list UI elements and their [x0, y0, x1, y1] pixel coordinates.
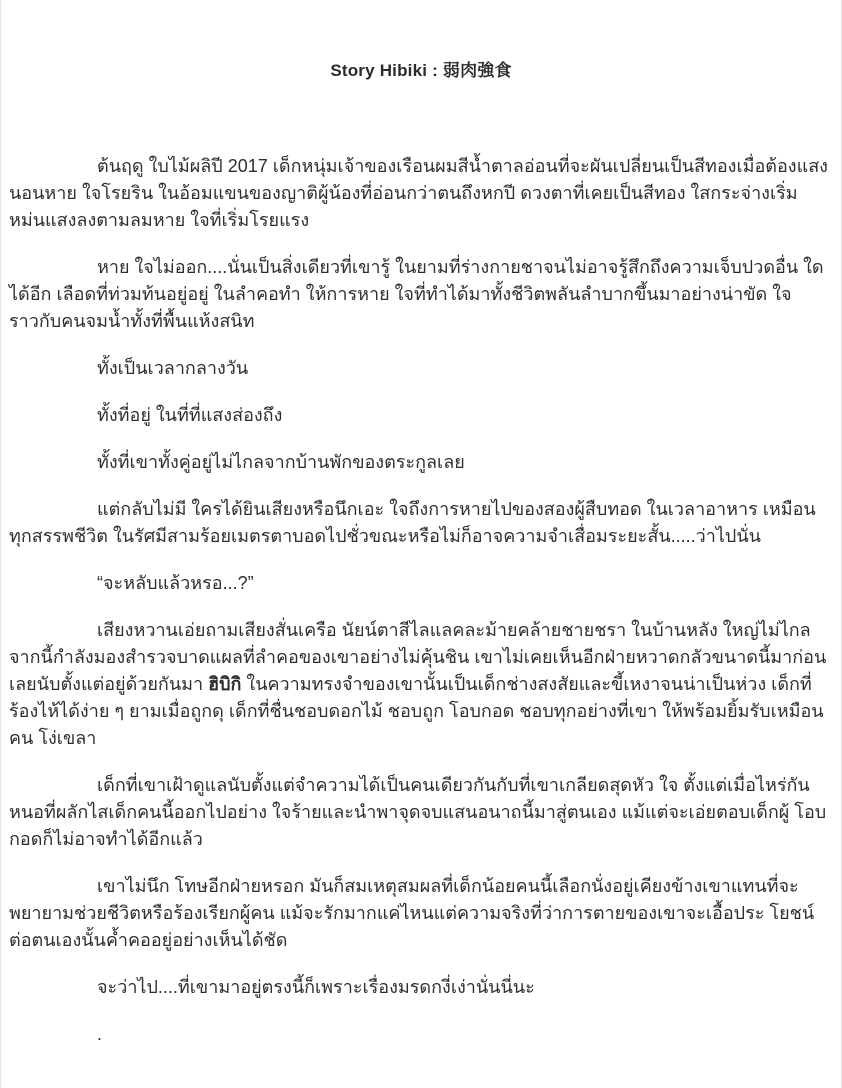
story-paragraph [9, 772, 833, 853]
paragraph-segment-bold: ฮิบิกิ [208, 674, 242, 694]
page-title: Story Hibiki : 弱肉強食 [330, 61, 512, 80]
story-paragraph [9, 1021, 833, 1048]
paragraph-segment: . [97, 1024, 103, 1044]
paragraph-segment: ในความทรงจำของเขานั้นเป็นเด็กช่างสงสัยและขี้เหงาจนน่าเป็นห่วง เด็กที่ร้องไห้ได้ง่าย ๆ ยามเมื่อถูกดุ เด็กที่ชื่นชอบดอกไม้ ชอบถูก โอบกอด ชอบทุกอย่างที่เขา ให้พร้อมยิ้มรับเหมือนคน โง่เขลา [9, 674, 824, 748]
paragraph-segment: เสียงหวานเอ่ยถามเสียงสั่นเครือ นัยน์ตาสีไลแลคละม้ายคล้ายชายชรา ในบ้านหลัง ใหญ่ไม่ไกลจากนี้กำลังมองสำรวจบาดแผลที่ลำคอของเขาอย่างไม่คุ้นชิน เขาไม่เคยเห็นอีกฝ่ายหวาดกลัวขนาดนี้มาก่อนเลยนับตั้งแต่อยู่ด้วยกันมา [9, 620, 827, 694]
story-paragraph [9, 873, 833, 954]
story-body [9, 153, 833, 1048]
paragraph-segment: หาย ใจไม่ออก....นั่นเป็นสิ่งเดียวที่เขารู้ ในยามที่ร่างกายชาจนไม่อาจรู้สึกถึงความเจ็บปวดอื่น ใดได้อีก เลือดที่ท่วมท้นอยู่อยู่ ในลำคอทำ ให้การหาย ใจที่ทำได้มาทั้งชีวิตพลันลำบากขึ้นมาอย่างน่าขัด ใจ ราวกับคนจมน้ำทั้งที่พื้นแห้งสนิท [9, 257, 824, 331]
story-paragraph [9, 617, 833, 752]
story-paragraph [9, 570, 833, 597]
story-paragraph [9, 974, 833, 1001]
paragraph-segment: แต่กลับไม่มี ใครได้ยินเสียงหรือนึกเอะ ใจถึงการหายไปของสองผู้สืบทอด ในเวลาอาหาร เหมือนทุกสรรพชีวิต ในรัศมีสามร้อยเมตรตาบอดไปชั่วขณะหรือไม่ก็อาจความจำเสื่อมระยะสั้น.....ว่าไปนั่น [9, 499, 816, 546]
paragraph-segment: ทั้งที่เขาทั้งคู่อยู่ไม่ไกลจากบ้านพักของตระกูลเลย [97, 452, 465, 472]
story-paragraph [9, 153, 833, 234]
story-paragraph [9, 496, 833, 550]
paragraph-segment: ทั้งเป็นเวลากลางวัน [97, 358, 249, 378]
paragraph-segment: เขาไม่นึก โทษอีกฝ่ายหรอก มันก็สมเหตุสมผลที่เด็กน้อยคนนี้เลือกนั่งอยู่เคียงข้างเขาแทนที่จะพยายามช่วยชีวิตหรือร้องเรียกผู้คน แม้จะรักมากแค่ไหนแต่ความจริงที่ว่าการตายของเขาจะเอื้อประ โยชน์ต่อตนเองนั้นค้ำคออยู่อย่างเห็นได้ชัด [9, 876, 815, 950]
story-paragraph [9, 449, 833, 476]
paragraph-segment: “จะหลับแล้วหรอ...?” [97, 573, 254, 593]
paragraph-segment: เด็กที่เขาเฝ้าดูแลนับตั้งแต่จำความได้เป็นคนเดียวกันกับที่เขาเกลียดสุดหัว ใจ ตั้งแต่เมื่อไหร่กันหนอที่ผลักไสเด็กคนนี้ออกไปอย่าง ใจร้ายและนำพาจุดจบแสนอนาถนี้มาสู่ตนเอง แม้แต่จะเอ่ยตอบเด็กผู้ โอบกอดก็ไม่อาจทำได้อีกแล้ว [9, 775, 827, 849]
paragraph-segment: ต้นฤดู ใบไม้ผลิปี 2017 เด็กหนุ่มเจ้าของเรือนผมสีน้ำตาลอ่อนที่จะผันเปลี่ยนเป็นสีทองเมื่อต้องแสงนอนหาย ใจโรยริน ในอ้อมแขนของญาติผู้น้องที่อ่อนกว่าตนถึงหกปี ดวงตาที่เคยเป็นสีทอง ใสกระจ่างเริ่มหม่นแสงลงตามลมหาย ใจที่เริ่มโรยแรง [9, 156, 828, 230]
paragraph-segment: จะว่าไป....ที่เขามาอยู่ตรงนี้ก็เพราะเรื่องมรดกงี่เง่านั่นนี่นะ [97, 977, 535, 997]
story-paragraph [9, 402, 833, 429]
story-paragraph [9, 355, 833, 382]
story-paragraph [9, 254, 833, 335]
paragraph-segment: ทั้งที่อยู่ ในที่ที่แสงส่องถึง [97, 405, 283, 425]
